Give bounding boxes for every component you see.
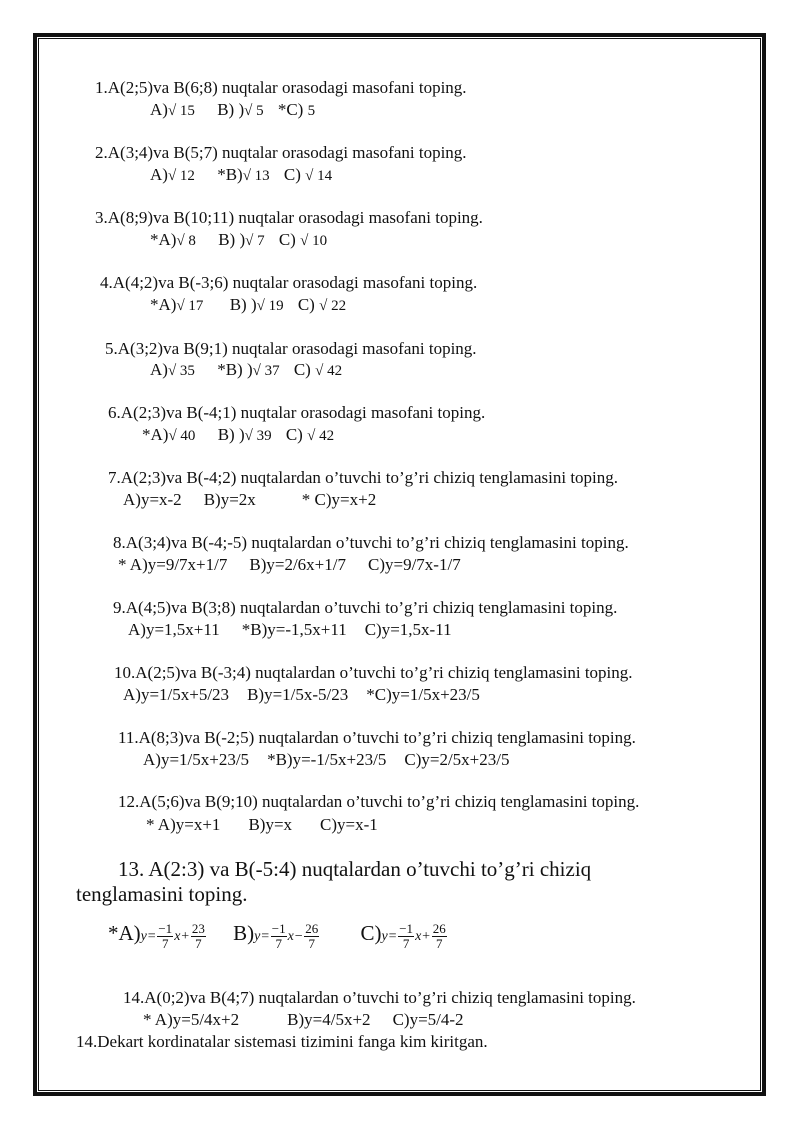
answers-7 [123, 490, 376, 510]
answers-11 [143, 750, 509, 770]
option-c: C)y=x-1 [320, 815, 378, 834]
option-c-value: √ 10 [300, 233, 328, 249]
equals-sign: = [146, 929, 157, 944]
var-x: x [415, 929, 422, 944]
option-c: C) [285, 425, 303, 444]
var-y: y [381, 929, 388, 944]
denominator: 7 [275, 935, 282, 951]
question-12: 12.A(5;6)va B(9;10) nuqtalardan o’tuvchi to’g’ri chiziq tenglamasini toping. [118, 792, 640, 811]
answers-6 [142, 425, 334, 446]
fraction [304, 922, 319, 951]
option-b: B)y=2/6x+1/7 [249, 555, 346, 574]
answers-1 [150, 100, 315, 121]
option-a: *A) [150, 230, 177, 249]
denominator: 7 [195, 935, 202, 951]
plus-sign: + [180, 929, 190, 944]
option-c-value: 5 [307, 103, 316, 119]
option-c: C)y=1,5x-11 [364, 620, 452, 639]
option-c-value: √ 42 [307, 428, 335, 444]
option-a: * A)y=5/4x+2 [143, 1010, 240, 1029]
question-5: 5.A(3;2)va B(9;1) nuqtalar orasodagi masofani toping. [105, 339, 477, 358]
answers-13 [108, 916, 448, 954]
answers-4 [150, 295, 346, 316]
answers-9 [128, 620, 452, 640]
equals-sign: = [260, 929, 270, 944]
option-c: C)y=9/7x-1/7 [368, 555, 461, 574]
question-3: 3.A(8;9)va B(10;11) nuqtalar orasodagi masofani toping. [95, 208, 483, 227]
denominator: 7 [308, 935, 316, 951]
option-b: B) [233, 921, 255, 945]
option-c: *C) [277, 100, 304, 119]
numerator: −1 [399, 920, 414, 936]
numerator: −1 [271, 920, 286, 936]
denominator: 7 [435, 935, 443, 951]
option-b-value: √ 7 [245, 233, 265, 249]
fraction [398, 922, 414, 951]
answers-2 [150, 165, 332, 186]
option-a: A) [150, 165, 168, 184]
question-9: 9.A(4;5)va B(3;8) nuqtalardan o’tuvchi to’g’ri chiziq tenglamasini toping. [113, 598, 618, 617]
option-b-value: √ 39 [244, 428, 272, 444]
minus-sign: − [293, 929, 304, 944]
option-a-value: √ 12 [167, 168, 195, 184]
option-a: * A)y=x+1 [146, 815, 221, 834]
question-4: 4.A(4;2)va B(-3;6) nuqtalar orasodagi masofani toping. [100, 273, 478, 292]
question-11: 11.A(8;3)va B(-2;5) nuqtalardan o’tuvchi to’g’ri chiziq tenglamasini toping. [118, 728, 636, 747]
option-b: B)y=2x [203, 490, 256, 509]
answers-5 [150, 360, 342, 381]
option-c: * C)y=x+2 [301, 490, 377, 509]
option-b: *B)y=-1,5x+11 [241, 620, 347, 639]
option-c: C) [360, 921, 382, 945]
option-c-value: √ 14 [305, 168, 333, 184]
question-14: 14.A(0;2)va B(4;7) nuqtalardan o’tuvchi to’g’ri chiziq tenglamasini toping. [123, 988, 636, 1007]
numerator: 26 [305, 920, 319, 936]
option-a-value: √ 15 [167, 103, 195, 119]
option-a-value: √ 17 [176, 298, 204, 314]
option-c-value: √ 22 [319, 298, 347, 314]
option-c: C) [293, 360, 311, 379]
question-13-line-2: tenglamasini toping. [76, 882, 248, 906]
fraction [157, 922, 173, 951]
question-1: 1.A(2;5)va B(6;8) nuqtalar orasodagi masofani toping. [95, 78, 467, 97]
option-a: A)y=x-2 [123, 490, 182, 509]
option-b: B)y=1/5x-5/23 [247, 685, 349, 704]
fraction [191, 922, 206, 951]
option-a: A)y=1,5x+11 [128, 620, 220, 639]
option-a: A)y=1/5x+5/23 [123, 685, 230, 704]
option-a-value: √ 8 [176, 233, 196, 249]
option-a: *A) [108, 921, 141, 945]
option-a: *A) [150, 295, 177, 314]
answers-12 [146, 815, 378, 835]
option-c: C)y=5/4-2 [392, 1010, 464, 1029]
option-c: C) [297, 295, 315, 314]
option-a-value: √ 40 [168, 428, 196, 444]
option-b-value: √ 5 [244, 103, 264, 119]
answers-8 [118, 555, 461, 575]
option-a: A) [150, 360, 168, 379]
option-b: B) ) [217, 425, 245, 444]
option-b-value: √ 37 [252, 363, 280, 379]
answers-10 [123, 685, 480, 705]
option-a: *A) [142, 425, 169, 444]
numerator: −1 [158, 920, 173, 936]
numerator: 23 [191, 920, 205, 936]
question-7: 7.A(2;3)va B(-4;2) nuqtalardan o’tuvchi to’g’ri chiziq tenglamasini toping. [108, 468, 619, 487]
option-a-value: √ 35 [167, 363, 195, 379]
option-b: *B)y=-1/5x+23/5 [267, 750, 387, 769]
option-c: C) [278, 230, 296, 249]
numerator: 26 [432, 920, 446, 936]
option-b-value: √ 13 [242, 168, 270, 184]
answers-14 [143, 1010, 464, 1030]
option-b-value: √ 19 [256, 298, 284, 314]
answers-3 [150, 230, 327, 251]
option-a: A)y=1/5x+23/5 [143, 750, 250, 769]
option-b: B)y=4/5x+2 [287, 1010, 371, 1029]
option-b: B)y=x [248, 815, 293, 834]
option-c: *C)y=1/5x+23/5 [366, 685, 480, 704]
question-6: 6.A(2;3)va B(-4;1) nuqtalar orasodagi masofani toping. [108, 403, 486, 422]
denominator: 7 [402, 935, 410, 951]
option-c: C)y=2/5x+23/5 [404, 750, 510, 769]
option-b: B) ) [217, 100, 245, 119]
question-10: 10.A(2;5)va B(-3;4) nuqtalardan o’tuvchi to’g’ri chiziq tenglamasini toping. [114, 663, 633, 682]
option-b: *B) ) [217, 360, 253, 379]
option-b: B) ) [218, 230, 246, 249]
option-b: B) ) [229, 295, 257, 314]
question-14-dekart: 14.Dekart kordinatalar sistemasi tizimini fanga kim kiritgan. [76, 1032, 488, 1051]
option-b: *B) [217, 165, 243, 184]
question-13-line-1: 13. A(2:3) va B(-5:4) nuqtalardan o’tuvchi to’g’ri chiziq [118, 857, 592, 881]
fraction [271, 922, 287, 951]
option-a: A) [150, 100, 168, 119]
var-x: x [174, 929, 181, 944]
var-y: y [140, 929, 147, 944]
var-y: y [254, 929, 261, 944]
option-a: * A)y=9/7x+1/7 [118, 555, 228, 574]
option-c: C) [283, 165, 301, 184]
var-x: x [287, 929, 294, 944]
fraction [432, 922, 447, 951]
equals-sign: = [387, 929, 398, 944]
plus-sign: + [421, 929, 431, 944]
denominator: 7 [162, 935, 169, 951]
question-8: 8.A(3;4)va B(-4;-5) nuqtalardan o’tuvchi to’g’ri chiziq tenglamasini toping. [113, 533, 629, 552]
question-2: 2.A(3;4)va B(5;7) nuqtalar orasodagi masofani toping. [95, 143, 467, 162]
option-c-value: √ 42 [315, 363, 343, 379]
